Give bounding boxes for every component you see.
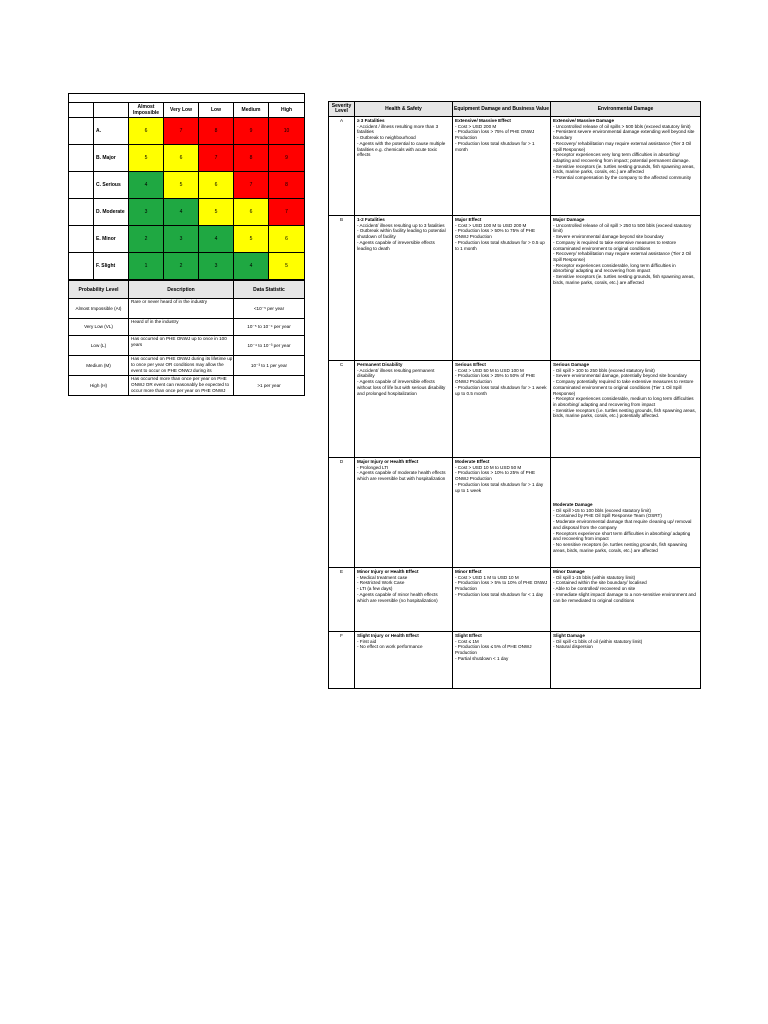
equipment-damage-cell bbox=[453, 216, 551, 361]
health-safety-cell bbox=[355, 361, 453, 458]
matrix-corner-blank bbox=[94, 103, 129, 118]
health-safety-title: Permanent Disability bbox=[357, 362, 403, 367]
probability-header: Probability Level bbox=[69, 281, 129, 299]
environmental-damage-cell bbox=[551, 632, 701, 689]
matrix-row-label: C. Serious bbox=[94, 172, 129, 199]
environmental-damage-line: - Receptors experience short term difficulties in absorbing/ adapting and recovering from impact bbox=[553, 530, 691, 542]
health-safety-line: - Agents capable of irreversible effects without loss of life but with serious disability and prolonged hospitalization bbox=[357, 379, 446, 396]
environmental-damage-line: - Recovery/ rehabilitation may require external assistance (Tier 3 Oil Spill Response) bbox=[553, 140, 692, 152]
probability-description: Has occurred on PHE ONWJ during its lifetime up to once per year OR conditions may allow the event to occur on PHE ONWJ during its bbox=[129, 356, 234, 376]
environmental-damage-line: - Potential compensation by the company to the affected community bbox=[553, 175, 692, 181]
equipment-damage-line: - Production loss > 75% of PHE ONWJ Production bbox=[455, 129, 535, 141]
equipment-damage-line: - Production loss > 50% to 75% of PHE ONWJ Production bbox=[455, 228, 536, 240]
equipment-damage-line: - Cost > USD 100 M to USD 200 M bbox=[455, 222, 527, 228]
environmental-damage-title: Major Damage bbox=[553, 217, 585, 222]
environmental-damage-cell bbox=[551, 458, 701, 568]
matrix-cell: 10 bbox=[269, 118, 305, 145]
environmental-damage-line: - Sensitive receptors (i.e. turtles nesting grounds, fish spawning areas, birds, marine parks, corals, etc.) potentially affected. bbox=[553, 407, 696, 419]
matrix-cell: 6 bbox=[199, 172, 234, 199]
health-safety-line: - First aid bbox=[357, 638, 377, 644]
probability-description: Heard of in the industry bbox=[129, 319, 234, 336]
health-safety-line: - Agents capable of moderate health effects which are reversible but with hospitalization bbox=[357, 470, 446, 482]
matrix-col-header: Almost Impossible bbox=[129, 103, 164, 118]
environmental-damage-line: - Sensitive receptors (ie. turtles nesting grounds, fish spawning areas, birds, marine parks, corals, etc.) are affected bbox=[553, 274, 695, 285]
matrix-row-label: D. Moderate bbox=[94, 199, 129, 226]
equipment-damage-cell bbox=[453, 632, 551, 689]
matrix-row-label: E. Minor bbox=[94, 226, 129, 253]
probability-header: Description bbox=[129, 281, 234, 299]
probability-row bbox=[69, 356, 305, 376]
severity-header: Health & Safety bbox=[355, 102, 453, 117]
environmental-damage-line: - Moderate environmental damage that require cleaning up/ removal and disposal from the company bbox=[553, 519, 692, 530]
equipment-damage-line: - Production loss total shutdown for > 1 week up to 0.5 month bbox=[455, 384, 547, 396]
probability-description: Has occurred more than once per year on PHE ONWJ OR event can reasonably be expected to occur more than once per year on PHE ONWJ bbox=[129, 376, 234, 396]
severity-row bbox=[329, 632, 701, 689]
severity-row bbox=[329, 117, 701, 216]
matrix-caption-row bbox=[69, 94, 305, 103]
matrix-cell: 8 bbox=[269, 172, 305, 199]
environmental-damage-line: - Severe environmental damage, potentially beyond site boundary bbox=[553, 373, 687, 379]
equipment-damage-line: - Production loss > 25% to 50% of PHE ONWJ Production bbox=[455, 373, 536, 385]
matrix-row bbox=[69, 118, 305, 145]
environmental-damage-line: - Receptor experiences very long term difficulties in absorbing/ adapting and recovering from impact; potential permanent damage. bbox=[553, 152, 690, 163]
severity-header: Severity Level bbox=[329, 102, 355, 117]
matrix-row-spacer bbox=[69, 226, 94, 253]
probability-header-row bbox=[69, 281, 305, 299]
matrix-row-spacer bbox=[69, 199, 94, 226]
health-safety-cell bbox=[355, 117, 453, 216]
matrix-cell: 6 bbox=[129, 118, 164, 145]
health-safety-line: - Outbreak within facility leading to potential shutdown of facility bbox=[357, 228, 446, 240]
matrix-cell: 2 bbox=[129, 226, 164, 253]
matrix-cell: 4 bbox=[234, 253, 269, 280]
probability-level: Medium (M) bbox=[69, 356, 129, 376]
health-safety-line: - Agents capable of minor health effects which are reversible (no hospitalization) bbox=[357, 591, 438, 603]
matrix-cell: 9 bbox=[234, 118, 269, 145]
probability-description: Rare or never heard of in the industry bbox=[129, 299, 234, 319]
environmental-damage-line: - Oil spill <1 bbls of oil (within statutory limit) bbox=[553, 638, 643, 644]
matrix-cell: 7 bbox=[269, 199, 305, 226]
matrix-row bbox=[69, 253, 305, 280]
matrix-row-spacer bbox=[69, 253, 94, 280]
equipment-damage-line: - Cost > USD 10 M to USD 50 M bbox=[455, 464, 522, 470]
matrix-cell: 3 bbox=[199, 253, 234, 280]
probability-row bbox=[69, 319, 305, 336]
matrix-row-spacer bbox=[69, 118, 94, 145]
matrix-cell: 6 bbox=[269, 226, 305, 253]
equipment-damage-line: - Production loss > 10% to 25% of PHE ONWJ Production bbox=[455, 470, 536, 482]
probability-table bbox=[68, 280, 305, 396]
health-safety-title: ≥ 3 Fatalities bbox=[357, 118, 385, 123]
matrix-cell: 1 bbox=[129, 253, 164, 280]
environmental-damage-line: - Receptor experiences considerable, long term difficulties in absorbing/ adapting and recovering from impact bbox=[553, 262, 676, 274]
matrix-cell: 5 bbox=[199, 199, 234, 226]
environmental-damage-line: - Recovery/ rehabilitation may require external assistance (Tier 2 Oil Spill Response) bbox=[553, 251, 692, 262]
matrix-cell: 8 bbox=[199, 118, 234, 145]
environmental-damage-line: - Contained by PHE Oil Spill Response Team (OSRT) bbox=[553, 513, 662, 519]
matrix-cell: 7 bbox=[234, 172, 269, 199]
health-safety-cell bbox=[355, 216, 453, 361]
health-safety-title: Slight Injury or Health Effect bbox=[357, 633, 419, 638]
matrix-row bbox=[69, 199, 305, 226]
matrix-cell: 7 bbox=[164, 118, 199, 145]
matrix-col-header: Medium bbox=[234, 103, 269, 118]
probability-description: Has occurred on PHE ONWJ up to once in 100 years bbox=[129, 336, 234, 356]
probability-statistic: >1 per year bbox=[234, 376, 305, 396]
severity-row bbox=[329, 216, 701, 361]
health-safety-line: - Restricted Work Case bbox=[357, 580, 405, 586]
probability-header: Data Statistic bbox=[234, 281, 305, 299]
severity-table bbox=[328, 101, 701, 689]
health-safety-cell bbox=[355, 568, 453, 632]
severity-level: D bbox=[329, 458, 355, 568]
environmental-damage-title: Minor Damage bbox=[553, 569, 585, 574]
environmental-damage-line: - Severe environmental damage beyond site boundary bbox=[553, 234, 664, 240]
environmental-damage-cell bbox=[551, 361, 701, 458]
equipment-damage-title: Extensive/ Massive Effect bbox=[455, 118, 511, 123]
equipment-damage-cell bbox=[453, 361, 551, 458]
matrix-row-label: A. bbox=[94, 118, 129, 145]
matrix-row-label: F. Slight bbox=[94, 253, 129, 280]
environmental-damage-line: - Company potentially required to take extensive measures to restore contaminated environment to original conditions (Tier 1 Oil Spill Response) bbox=[553, 379, 694, 396]
equipment-damage-line: - Production loss total shutdown for > 1 day up to 1 week bbox=[455, 481, 544, 493]
probability-statistic: <10⁻⁵ per year bbox=[234, 299, 305, 319]
environmental-damage-title: Slight Damage bbox=[553, 633, 585, 638]
probability-level: Low (L) bbox=[69, 336, 129, 356]
environmental-damage-line: - Oil spill >15 to 100 bbls (exceed statutory limit) bbox=[553, 507, 651, 513]
matrix-row-label: B. Major bbox=[94, 145, 129, 172]
matrix-row bbox=[69, 172, 305, 199]
equipment-damage-line: - Cost > USD 200 M bbox=[455, 123, 497, 129]
matrix-cell: 4 bbox=[129, 172, 164, 199]
environmental-damage-line: - Sensitive receptors (ie. turtles nesting grounds, fish spawning areas, birds, marine parks, corals, etc.) are affected bbox=[553, 163, 695, 175]
environmental-damage-cell bbox=[551, 216, 701, 361]
matrix-header-row bbox=[69, 103, 305, 118]
health-safety-cell bbox=[355, 632, 453, 689]
matrix-cell: 5 bbox=[234, 226, 269, 253]
severity-level: E bbox=[329, 568, 355, 632]
probability-row bbox=[69, 299, 305, 319]
severity-level: F bbox=[329, 632, 355, 689]
matrix-row-spacer bbox=[69, 172, 94, 199]
probability-level: Very Low (VL) bbox=[69, 319, 129, 336]
health-safety-line: - Accident/ illness resulting up to 3 fatalities bbox=[357, 222, 445, 228]
equipment-damage-title: Major Effect bbox=[455, 217, 482, 222]
matrix-cell: 4 bbox=[199, 226, 234, 253]
equipment-damage-line: - Production loss ≤ 5% of PHE ONWJ Production bbox=[455, 644, 532, 656]
matrix-col-header: Very Low bbox=[164, 103, 199, 118]
matrix-cell: 2 bbox=[164, 253, 199, 280]
health-safety-line: - Medical treatment case bbox=[357, 574, 408, 580]
health-safety-line: - Outbreak to neighbourhood bbox=[357, 135, 416, 141]
health-safety-line: - Accident/ illness resulting permanent disability bbox=[357, 367, 435, 379]
health-safety-line: - Agents with the potential to cause multiple fatalities e.g. chemicals with acute toxic effects bbox=[357, 140, 446, 158]
severity-row bbox=[329, 361, 701, 458]
probability-body bbox=[69, 299, 305, 396]
matrix-cell: 6 bbox=[164, 145, 199, 172]
matrix-cell: 3 bbox=[164, 226, 199, 253]
risk-matrix bbox=[68, 93, 305, 280]
health-safety-title: Major Injury or Health Effect bbox=[357, 459, 419, 464]
environmental-damage-line: - No sensitive receptors (ie. turtles nesting grounds, fish spawning areas, birds, marine parks, corals, etc.) are affected bbox=[553, 541, 688, 553]
matrix-body bbox=[69, 118, 305, 280]
matrix-col-header: Low bbox=[199, 103, 234, 118]
health-safety-line: - Agents capable of irreversible effects leading to death bbox=[357, 239, 435, 251]
matrix-col-header: High bbox=[269, 103, 305, 118]
health-safety-title: Minor Injury or Health Effect bbox=[357, 569, 419, 574]
environmental-damage-line: - Persistent severe environmental damage extending well beyond site boundary bbox=[553, 129, 695, 141]
matrix-row bbox=[69, 226, 305, 253]
equipment-damage-line: - Cost > USD 50 M to USD 100 M bbox=[455, 367, 524, 373]
severity-body bbox=[329, 117, 701, 689]
matrix-cell: 5 bbox=[269, 253, 305, 280]
matrix-cell: 6 bbox=[234, 199, 269, 226]
equipment-damage-line: - Cost ≤ 1M bbox=[455, 638, 479, 644]
severity-header: Environmental Damage bbox=[551, 102, 701, 117]
equipment-damage-line: - Production loss total shutdown for > 0.5 up to 1 month bbox=[455, 239, 545, 251]
equipment-damage-cell bbox=[453, 568, 551, 632]
equipment-damage-line: - Production loss total shutdown for < 1 day bbox=[455, 591, 544, 597]
severity-level: B bbox=[329, 216, 355, 361]
equipment-damage-cell bbox=[453, 117, 551, 216]
matrix-cell: 9 bbox=[269, 145, 305, 172]
environmental-damage-line: - Oil spill > 100 to 250 bbls (exceed statutory limit) bbox=[553, 367, 655, 373]
severity-header: Equipment Damage and Business Value bbox=[453, 102, 551, 117]
severity-header-row bbox=[329, 102, 701, 117]
matrix-cell: 5 bbox=[164, 172, 199, 199]
environmental-damage-cell bbox=[551, 117, 701, 216]
health-safety-title: 1-2 Fatalities bbox=[357, 217, 385, 222]
severity-row bbox=[329, 568, 701, 632]
equipment-damage-title: Slight Effect bbox=[455, 633, 482, 638]
environmental-damage-line: - Uncontrolled release of oil spills > 500 bbls (exceed statutory limit) bbox=[553, 123, 691, 129]
environmental-damage-line: - Company is required to take extensive measures to restore contaminated environment to original conditions bbox=[553, 239, 677, 251]
severity-level: C bbox=[329, 361, 355, 458]
matrix-corner-blank bbox=[69, 103, 94, 118]
matrix-cell: 8 bbox=[234, 145, 269, 172]
equipment-damage-title: Moderate Effect bbox=[455, 459, 490, 464]
environmental-damage-line: - Immediate slight impact/ damage to a non-sensitive environment and can be remediated to original conditions bbox=[553, 591, 696, 603]
environmental-damage-title: Serious Damage bbox=[553, 362, 589, 367]
health-safety-line: - LTI (a few days) bbox=[357, 586, 393, 592]
health-safety-line: - Prolonged LTI bbox=[357, 464, 389, 470]
matrix-cell: 5 bbox=[129, 145, 164, 172]
probability-level: High (H) bbox=[69, 376, 129, 396]
equipment-damage-cell bbox=[453, 458, 551, 568]
environmental-damage-line: - Contained within the site boundary/ localised bbox=[553, 580, 647, 586]
environmental-damage-line: - Receptor experiences considerable, medium to long term difficulties in absorbing/ adapting and recovering from impact bbox=[553, 396, 694, 407]
environmental-damage-line: - Oil spill 1-15 bbls (within statutory limit) bbox=[553, 574, 636, 580]
matrix-cell: 3 bbox=[129, 199, 164, 226]
health-safety-cell bbox=[355, 458, 453, 568]
equipment-damage-line: - Cost > USD 1 M to USD 10 M bbox=[455, 574, 519, 580]
severity-row bbox=[329, 458, 701, 568]
equipment-damage-title: Serious Effect bbox=[455, 362, 486, 367]
environmental-damage-cell bbox=[551, 568, 701, 632]
environmental-damage-title: Moderate Damage bbox=[553, 502, 593, 507]
severity-level: A bbox=[329, 117, 355, 216]
equipment-damage-line: - Partial shutdown < 1 day bbox=[455, 655, 509, 661]
matrix-cell: 7 bbox=[199, 145, 234, 172]
environmental-damage-line: - Uncontrolled release of oil spill > 250 to 500 bbls (exceed statutory limit) bbox=[553, 222, 692, 234]
environmental-damage-title: Extensive/ Massive Damage bbox=[553, 118, 615, 123]
matrix-row bbox=[69, 145, 305, 172]
equipment-damage-title: Minor Effect bbox=[455, 569, 482, 574]
equipment-damage-line: - Production loss > 5% to 10% of PHE ONWJ Production bbox=[455, 580, 548, 592]
probability-statistic: 10⁻⁵ to 10⁻⁴ per year bbox=[234, 319, 305, 336]
probability-row bbox=[69, 336, 305, 356]
environmental-damage-line: - Able to be controlled/ recovered on site bbox=[553, 586, 636, 592]
health-safety-line: - Accident / illness resulting more than 3 fatalities bbox=[357, 123, 439, 135]
probability-level: Almost Impossible (AI) bbox=[69, 299, 129, 319]
equipment-damage-line: - Production loss total shutdown for > 1 month bbox=[455, 140, 535, 152]
health-safety-line: - No effect on work performance bbox=[357, 644, 423, 650]
probability-row bbox=[69, 376, 305, 396]
matrix-cell: 4 bbox=[164, 199, 199, 226]
environmental-damage-line: - Natural dispersion bbox=[553, 644, 593, 650]
probability-statistic: 10⁻³ to 1 per year bbox=[234, 356, 305, 376]
probability-statistic: 10⁻⁴ to 10⁻³ per year bbox=[234, 336, 305, 356]
matrix-row-spacer bbox=[69, 145, 94, 172]
